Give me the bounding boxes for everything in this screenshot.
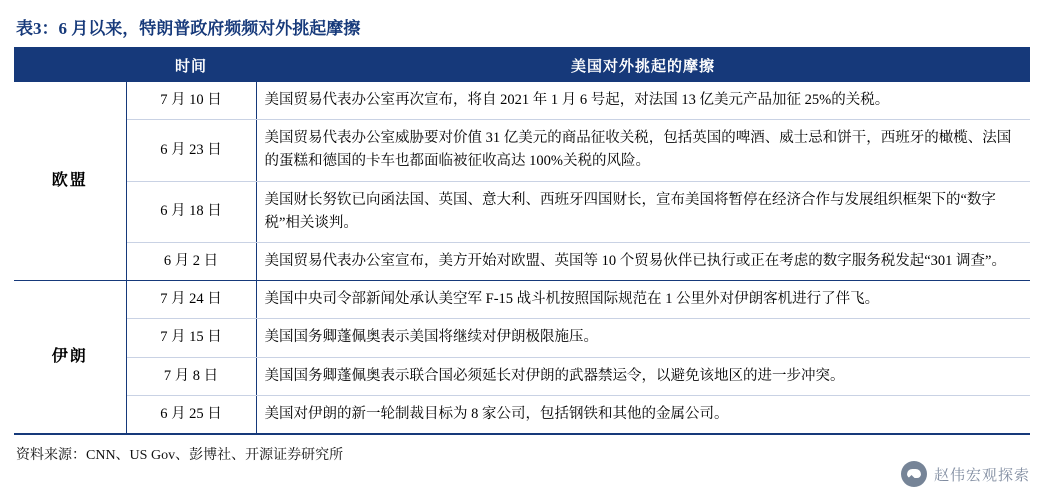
watermark [901,461,1030,487]
date-cell: 7 月 8 日 [126,357,256,395]
table-row [14,242,1030,280]
description-cell: 美国对伊朗的新一轮制裁目标为 8 家公司，包括钢铁和其他的金属公司。 [264,405,729,422]
header-group [14,48,126,82]
table-row [14,181,1030,242]
description-cell: 美国财长努钦已向函法国、英国、意大利、西班牙四国财长，宣布美国将暂停在经济合作与发展组织框架下的“数字税”相关谈判。 [256,181,1030,242]
description-cell: 美国贸易代表办公室威胁要对价值 31 亿美元的商品征收关税，包括英国的啤酒、威士忌和饼干，西班牙的橄榄、法国的蛋糕和德国的卡车也都面临被征收高达 100%关税的风险。 [256,120,1030,181]
description-cell: 美国贸易代表办公室宣布，美方开始对欧盟、英国等 10 个贸易伙伴已执行或正在考虑的数字服务税发起“301 调查”。 [256,242,1030,280]
date-cell: 6 月 2 日 [126,242,256,280]
date-cell: 7 月 24 日 [126,281,256,319]
date-cell: 7 月 15 日 [126,319,256,357]
group-cell-eu: 欧盟 [14,82,126,281]
table-title-text: 6 月以来，特朗普政府频频对外挑起摩擦 [58,19,361,38]
table-row [14,357,1030,395]
description-cell: 美国贸易代表办公室再次宣布，将自 2021 年 1 月 6 号起，对法国 13 亿美元产品加征 25%的关税。 [256,82,1030,120]
table-body [14,82,1030,434]
date-cell: 6 月 25 日 [126,395,256,434]
table-header-row [14,48,1030,82]
date-cell: 6 月 23 日 [126,120,256,181]
description-cell: 美国中央司令部新闻处承认美空军 F-15 战斗机按照国际规范在 1 公里外对伊朗客机进行了伴飞。 [256,281,1030,319]
description-cell: 美国国务卿蓬佩奥表示美国将继续对伊朗极限施压。 [256,319,1030,357]
table-row [14,319,1030,357]
watermark-text: 赵伟宏观探索 [933,466,1030,484]
table-header [14,48,1030,82]
date-cell: 6 月 18 日 [126,181,256,242]
description-cell: 美国国务卿蓬佩奥表示联合国必须延长对伊朗的武器禁运令，以避免该地区的进一步冲突。 [256,357,1030,395]
table-row [14,120,1030,181]
friction-table [14,47,1030,435]
date-cell: 7 月 10 日 [126,82,256,120]
table-title-label: 表3： [16,19,59,38]
table-row [14,395,1030,434]
table-row [14,82,1030,120]
wechat-avatar-icon [901,461,927,487]
header-date: 时间 [126,48,256,82]
table-row [14,281,1030,319]
source-note: 资料来源：CNN、US Gov、彭博社、开源证券研究所 [16,447,344,463]
table-title [16,14,1032,39]
group-cell-iran: 伊朗 [14,281,126,434]
header-description: 美国对外挑起的摩擦 [256,48,1030,82]
